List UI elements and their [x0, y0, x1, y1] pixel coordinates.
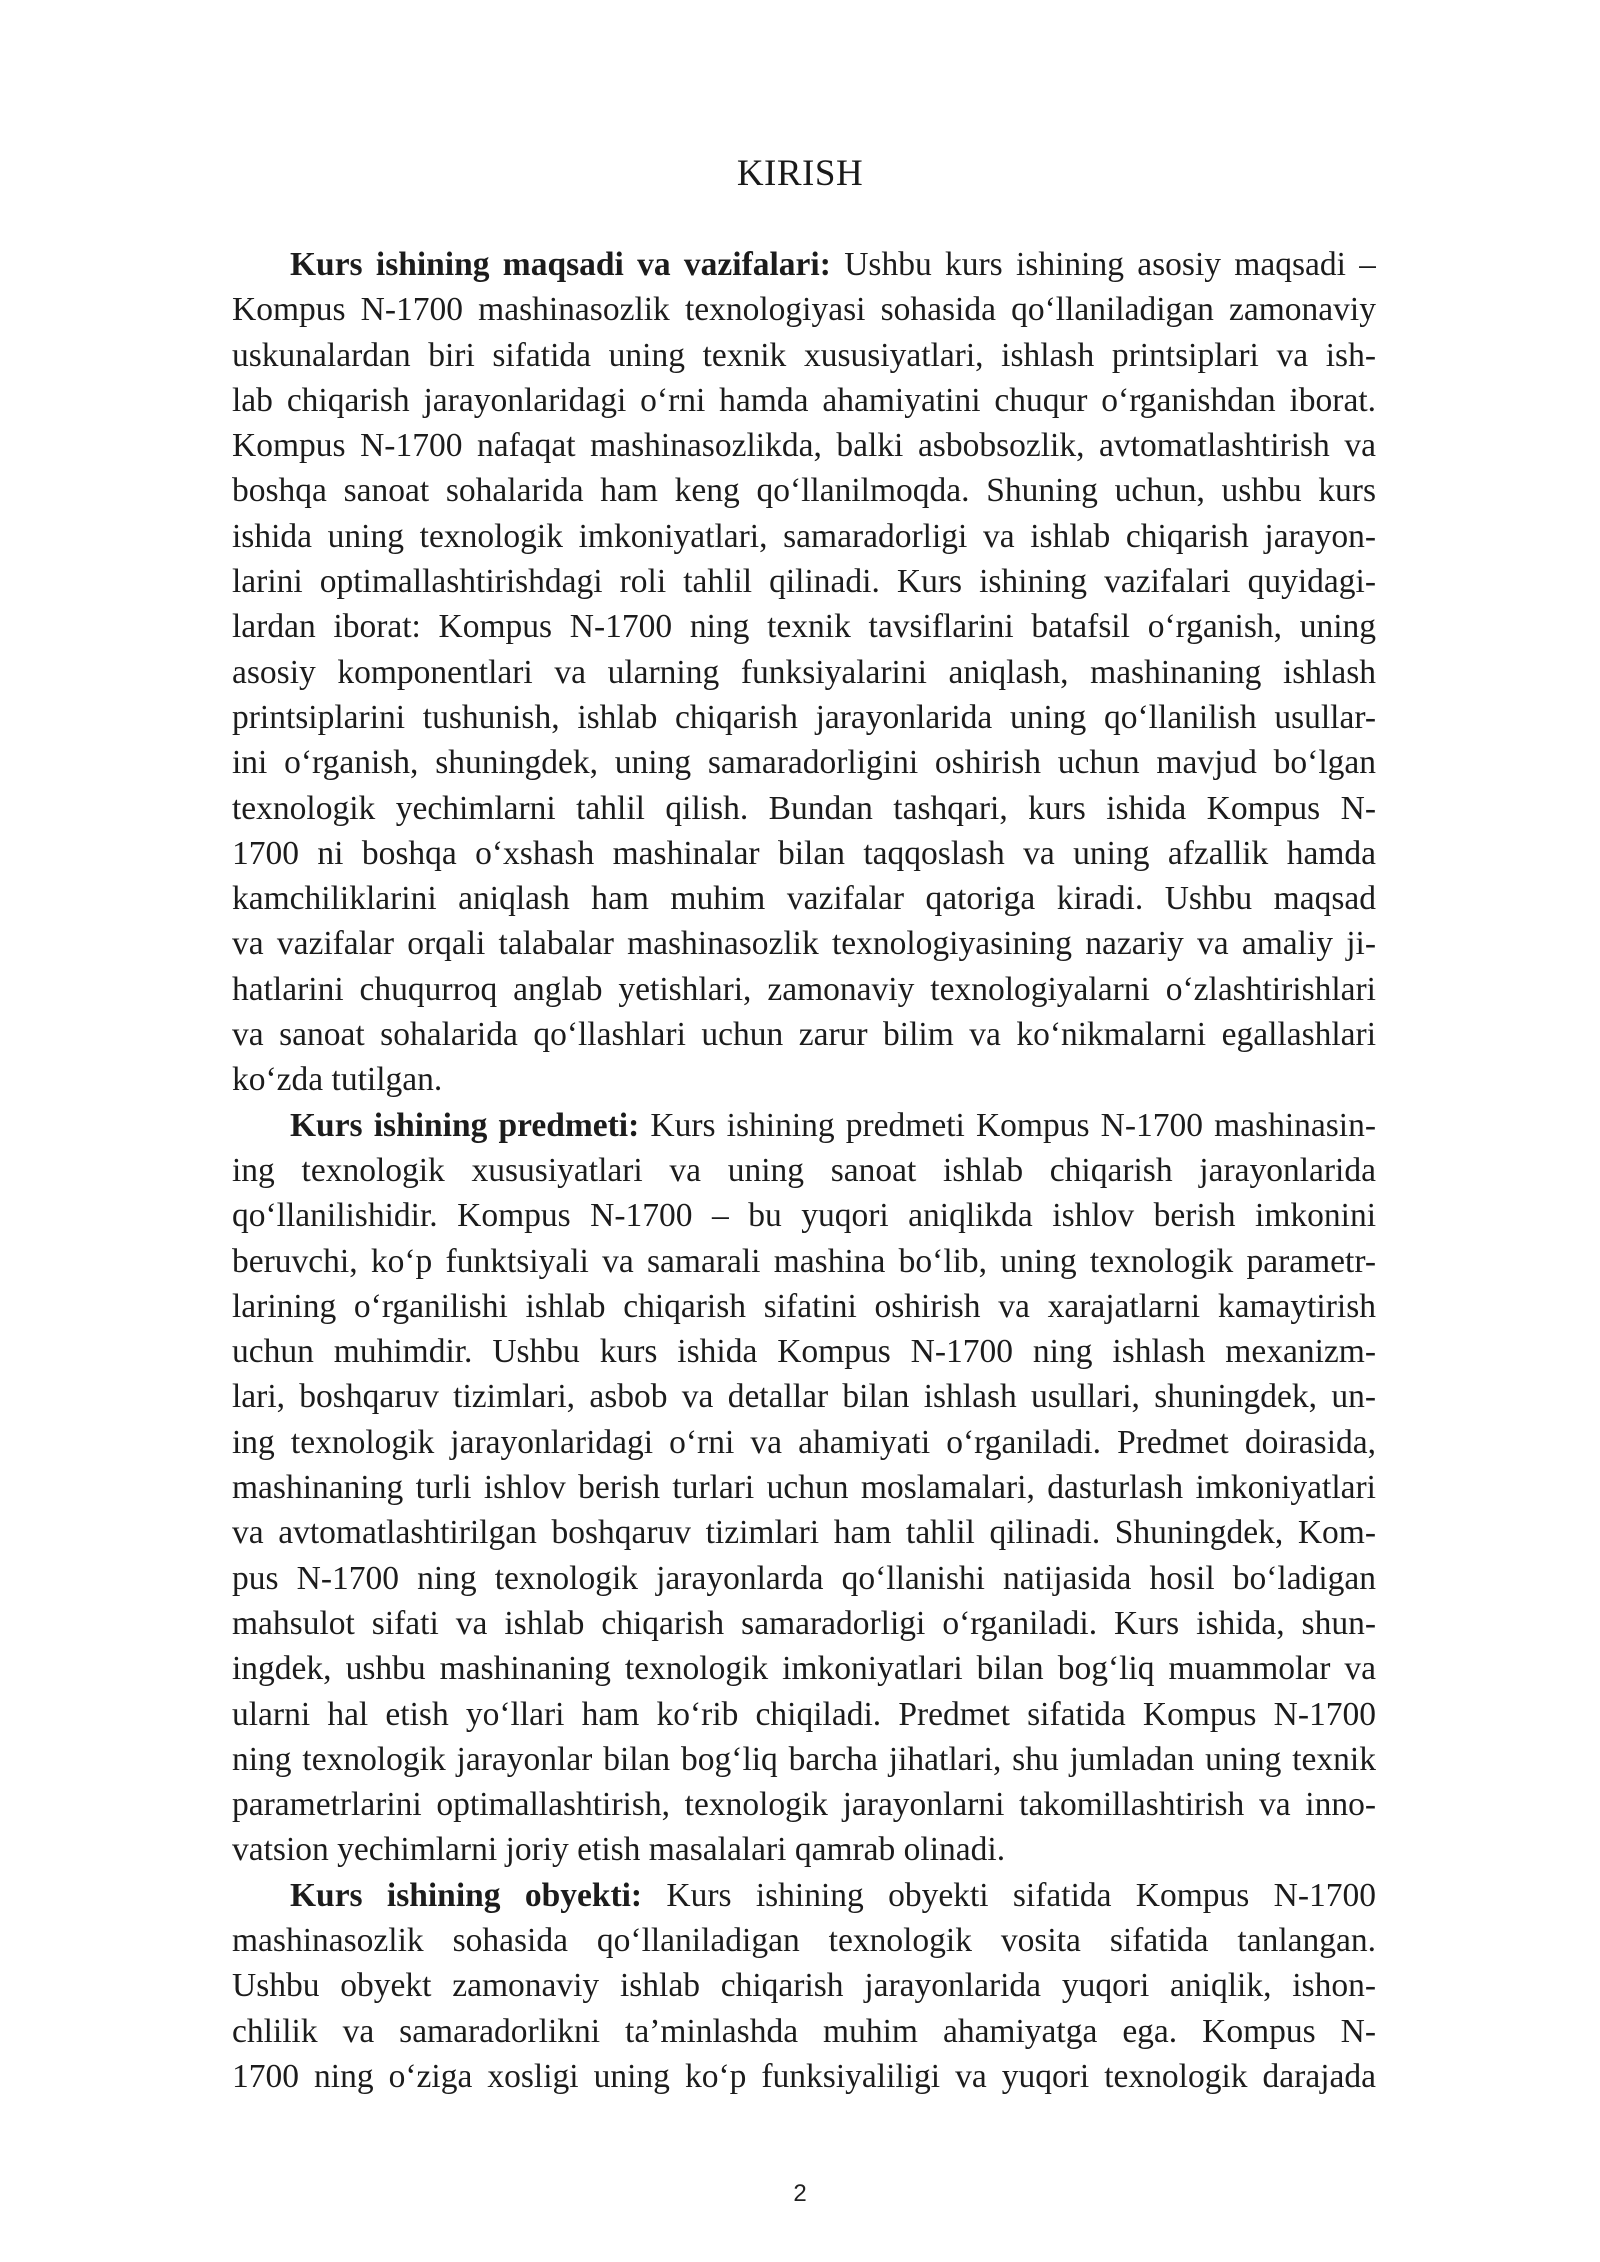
- paragraph-lead: Kurs ishining predmeti:: [290, 1106, 640, 1144]
- text-line: parametrlarini optimallashtirish, texnologik jarayonlarni takomillashtirish va inno-: [232, 1786, 1376, 1824]
- text-line: boshqa sanoat sohalarida ham keng qo‘llanilmoqda. Shuning uchun, ushbu kurs: [232, 472, 1376, 510]
- paragraph-object: [232, 1873, 1376, 2099]
- text-line: ning texnologik jarayonlar bilan bog‘liq barcha jihatlari, shu jumladan uning texnik: [232, 1740, 1376, 1778]
- text-line: Ushbu obyekt zamonaviy ishlab chiqarish jarayonlarida yuqori aniqlik, ishon-: [232, 1967, 1376, 2005]
- paragraph-lead: Kurs ishining obyekti:: [290, 1876, 643, 1914]
- text-line: mashinasozlik sohasida qo‘llaniladigan texnologik vosita sifatida tanlangan.: [232, 1921, 1376, 1959]
- text-line: va sanoat sohalarida qo‘llashlari uchun zarur bilim va ko‘nikmalarni egallashlari: [232, 1016, 1376, 1054]
- text-line: pus N-1700 ning texnologik jarayonlarda qo‘llanishi natijasida hosil bo‘ladigan: [232, 1559, 1376, 1597]
- text-line: ini o‘rganish, shuningdek, uning samaradorligini oshirish uchun mavjud bo‘lgan: [232, 744, 1376, 782]
- text-line: ing texnologik xususiyatlari va uning sanoat ishlab chiqarish jarayonlarida: [232, 1151, 1376, 1189]
- text-line: ko‘zda tutilgan.: [232, 1061, 443, 1099]
- text-line: mahsulot sifati va ishlab chiqarish samaradorligi o‘rganiladi. Kurs ishida, shun-: [232, 1604, 1376, 1642]
- text-line: lari, boshqaruv tizimlari, asbob va detallar bilan ishlash usullari, shuningdek, un-: [232, 1378, 1376, 1416]
- text-line: ularni hal etish yo‘llari ham ko‘rib chiqiladi. Predmet sifatida Kompus N-1700: [232, 1695, 1376, 1733]
- paragraph-goals: [232, 242, 1376, 1103]
- text-line: ing texnologik jarayonlaridagi o‘rni va ahamiyati o‘rganiladi. Predmet doirasida,: [232, 1423, 1376, 1461]
- text-line: beruvchi, ko‘p funktsiyali va samarali mashina bo‘lib, uning texnologik parametr-: [232, 1242, 1376, 1280]
- text-line: 1700 ni boshqa o‘xshash mashinalar bilan taqqoslash va uning afzallik hamda: [232, 834, 1376, 872]
- text-line: qo‘llanilishidir. Kompus N-1700 – bu yuqori aniqlikda ishlov berish imkonini: [232, 1197, 1376, 1235]
- text-line: vatsion yechimlarni joriy etish masalalari qamrab olinadi.: [232, 1831, 1006, 1869]
- text-line: texnologik yechimlarni tahlil qilish. Bundan tashqari, kurs ishida Kompus N-: [232, 789, 1376, 827]
- text-line: asosiy komponentlari va ularning funksiyalarini aniqlash, mashinaning ishlash: [232, 653, 1376, 691]
- text-line: mashinaning turli ishlov berish turlari uchun moslamalari, dasturlash imkoniyatlari: [232, 1469, 1376, 1507]
- text-line: ishida uning texnologik imkoniyatlari, samaradorligi va ishlab chiqarish jarayon-: [232, 517, 1376, 555]
- text-line: kamchiliklarini aniqlash ham muhim vazifalar qatoriga kiradi. Ushbu maqsad: [232, 880, 1376, 918]
- text-line: va vazifalar orqali talabalar mashinasozlik texnologiyasining nazariy va amaliy ji-: [232, 925, 1376, 963]
- body-text: [232, 242, 1376, 2099]
- text-line: Kompus N-1700 mashinasozlik texnologiyasi sohasida qo‘llaniladigan zamonaviy: [232, 291, 1376, 329]
- text-line: Kompus N-1700 nafaqat mashinasozlikda, balki asbobsozlik, avtomatlashtirish va: [232, 427, 1376, 465]
- text-line: Kurs ishining maqsadi va vazifalari: Ushbu kurs ishining asosiy maqsadi –: [290, 246, 1376, 283]
- page-number: 2: [793, 2180, 807, 2207]
- paragraph-lead: Kurs ishining maqsadi va vazifalari:: [290, 246, 831, 283]
- text-line: lardan iborat: Kompus N-1700 ning texnik tavsiflarini batafsil o‘rganish, uning: [232, 608, 1376, 646]
- text-line: hatlarini chuqurroq anglab yetishlari, zamonaviy texnologiyalarni o‘zlashtirishlari: [232, 970, 1376, 1008]
- text-line: 1700 ning o‘ziga xosligi uning ko‘p funksiyaliligi va yuqori texnologik darajada: [232, 2057, 1376, 2095]
- text-line: ingdek, ushbu mashinaning texnologik imkoniyatlari bilan bog‘liq muammolar va: [232, 1650, 1376, 1688]
- text-line: Kurs ishining predmeti: Kurs ishining predmeti Kompus N-1700 mashinasin-: [290, 1106, 1376, 1144]
- text-line: uskunalardan biri sifatida uning texnik xususiyatlari, ishlash printsiplari va ish-: [232, 336, 1376, 374]
- text-line: larini optimallashtirishdagi roli tahlil qilinadi. Kurs ishining vazifalari quyidagi-: [232, 563, 1376, 601]
- page-title: KIRISH: [736, 153, 864, 194]
- text-line: chlilik va samaradorlikni ta’minlashda muhim ahamiyatga ega. Kompus N-: [232, 2012, 1376, 2050]
- text-line: Kurs ishining obyekti: Kurs ishining obyekti sifatida Kompus N-1700: [290, 1876, 1376, 1914]
- text-line: larining o‘rganilishi ishlab chiqarish sifatini oshirish va xarajatlarni kamaytirish: [232, 1287, 1376, 1325]
- text-line: va avtomatlashtirilgan boshqaruv tizimlari ham tahlil qilinadi. Shuningdek, Kom-: [232, 1514, 1376, 1552]
- text-line: printsiplarini tushunish, ishlab chiqarish jarayonlarida uning qo‘llanilish usullar-: [232, 698, 1376, 736]
- text-line: uchun muhimdir. Ushbu kurs ishida Kompus N-1700 ning ishlash mexanizm-: [232, 1333, 1376, 1371]
- text-line: lab chiqarish jarayonlaridagi o‘rni hamda ahamiyatini chuqur o‘rganishdan iborat.: [232, 381, 1376, 419]
- paragraph-subject: [232, 1103, 1376, 1873]
